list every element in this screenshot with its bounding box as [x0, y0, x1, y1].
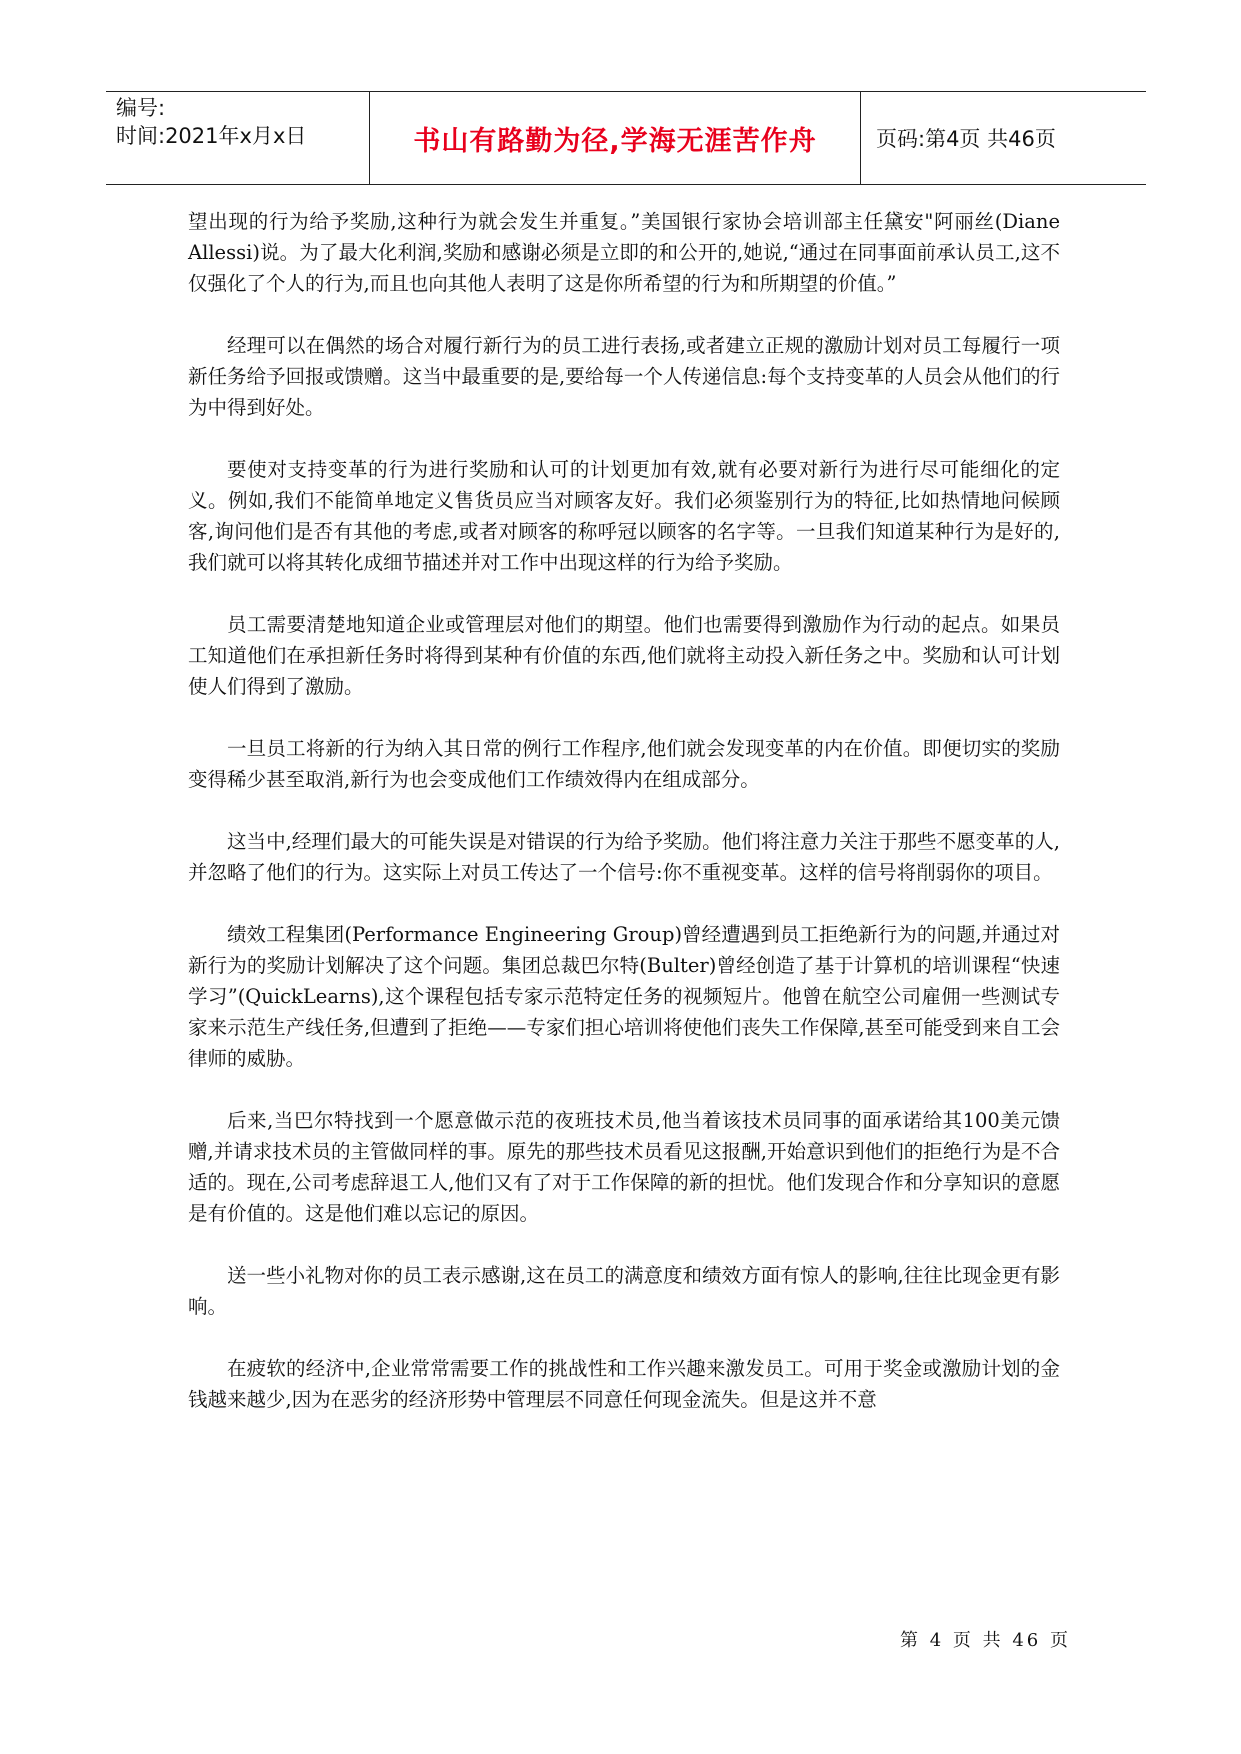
header-divider-right — [860, 92, 861, 184]
paragraph-9: 送一些小礼物对你的员工表示感谢,这在员工的满意度和绩效方面有惊人的影响,往往比现金更有影响。 — [188, 1264, 1060, 1318]
paragraph-10: 在疲软的经济中,企业常常需要工作的挑战性和工作兴趣来激发员工。可用于奖金或激励计划的金钱越来越少,因为在恶劣的经济形势中管理层不同意任何现金流失。但是这并不意 — [188, 1357, 1060, 1411]
number-label: 编号: — [116, 96, 166, 120]
document-body — [188, 206, 1060, 1446]
paragraph-7: 绩效工程集团(Performance Engineering Group)曾经遭遇到员工拒绝新行为的问题,并通过对新行为的奖励计划解决了这个问题。集团总裁巴尔特(Bulter)曾经创造了基于计算机的培训课程“快速学习”(QuickLearns),这个课程包括专家示范特定任务的视频短片。他曾在航空公司雇佣一些测试专家来示范生产线任务,但遭到了拒绝——专家们担心培训将使他们丧失工作保障,甚至可能受到来自工会律师的威胁。 — [188, 923, 1060, 1070]
paragraph-1: 望出现的行为给予奖励,这种行为就会发生并重复。”美国银行家协会培训部主任黛安"阿丽丝(Diane Allessi)说。为了最大化利润,奖励和感谢必须是立即的和公开的,她说,“通过在同事面前承认员工,这不仅强化了个人的行为,而且也向其他人表明了这是你所希望的行为和所期望的价值。” — [188, 210, 1060, 295]
document-header — [106, 91, 1146, 185]
time-label: 时间:2021年x月x日 — [116, 124, 307, 148]
paragraph-2: 经理可以在偶然的场合对履行新行为的员工进行表扬,或者建立正规的激励计划对员工每履行一项新任务给予回报或馈赠。这当中最重要的是,要给每一个人传递信息:每个支持变革的人员会从他们的行为中得到好处。 — [188, 334, 1060, 419]
paragraph-4: 员工需要清楚地知道企业或管理层对他们的期望。他们也需要得到激励作为行动的起点。如果员工知道他们在承担新任务时将得到某种有价值的东西,他们就将主动投入新任务之中。奖励和认可计划使人们得到了激励。 — [188, 613, 1060, 698]
page-footer: 第 4 页 共 46 页 — [900, 1630, 1071, 1651]
header-meta — [116, 92, 371, 184]
header-motto: 书山有路勤为径,学海无涯苦作舟 — [413, 125, 817, 157]
header-page-info: 页码:第4页 共46页 — [876, 127, 1056, 151]
paragraph-6: 这当中,经理们最大的可能失误是对错误的行为给予奖励。他们将注意力关注于那些不愿变革的人,并忽略了他们的行为。这实际上对员工传达了一个信号:你不重视变革。这样的信号将削弱你的项目。 — [188, 830, 1060, 884]
paragraph-3: 要使对支持变革的行为进行奖励和认可的计划更加有效,就有必要对新行为进行尽可能细化的定义。例如,我们不能简单地定义售货员应当对顾客友好。我们必须鉴别行为的特征,比如热情地问候顾客,询问他们是否有其他的考虑,或者对顾客的称呼冠以顾客的名字等。一旦我们知道某种行为是好的,我们就可以将其转化成细节描述并对工作中出现这样的行为给予奖励。 — [188, 458, 1060, 574]
paragraph-5: 一旦员工将新的行为纳入其日常的例行工作程序,他们就会发现变革的内在价值。即便切实的奖励变得稀少甚至取消,新行为也会变成他们工作绩效得内在组成部分。 — [188, 737, 1060, 791]
paragraph-8: 后来,当巴尔特找到一个愿意做示范的夜班技术员,他当着该技术员同事的面承诺给其100美元馈赠,并请求技术员的主管做同样的事。原先的那些技术员看见这报酬,开始意识到他们的拒绝行为是不合适的。现在,公司考虑辞退工人,他们又有了对于工作保障的新的担忧。他们发现合作和分享知识的意愿是有价值的。这是他们难以忘记的原因。 — [188, 1109, 1060, 1225]
